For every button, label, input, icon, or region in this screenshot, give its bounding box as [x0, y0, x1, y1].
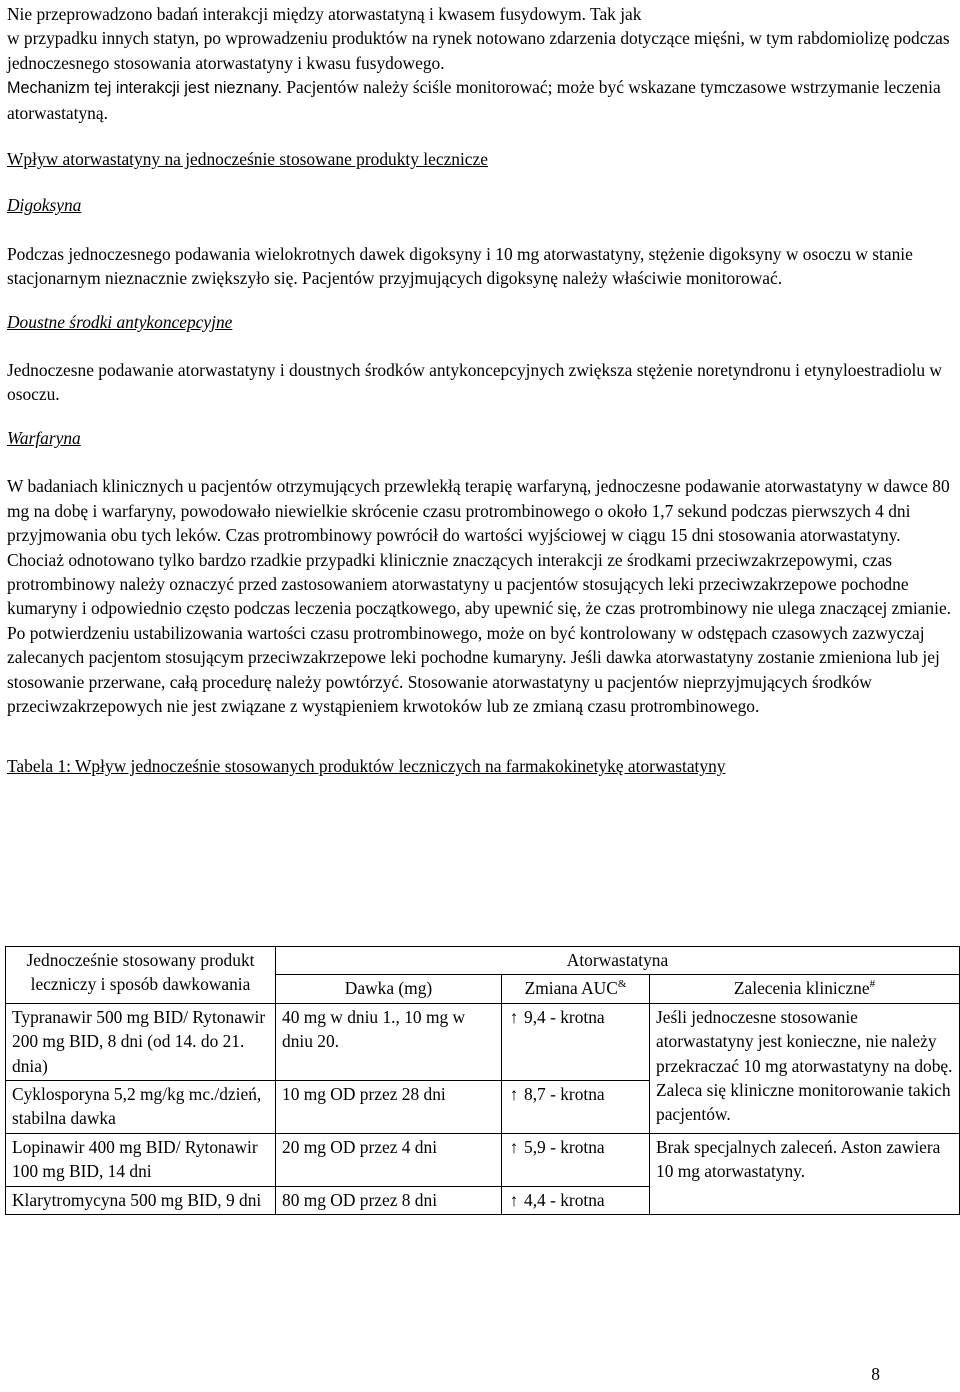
- table-header-row-1: [6, 947, 960, 975]
- document-body: [7, 2, 953, 779]
- auc-cell: ↑ 9,4 - krotna: [502, 1003, 650, 1080]
- auc-cell: ↑ 8,7 - krotna: [502, 1081, 650, 1134]
- dose-cell: 80 mg OD przez 8 dni: [276, 1186, 502, 1214]
- table-row: [6, 1133, 960, 1186]
- arrow-up-icon: ↑: [509, 1084, 519, 1105]
- warfarin-text: W badaniach klinicznych u pacjentów otrzymujących przewlekłą terapię warfaryną, jednoczesne podawanie atorwastatyny w dawce 80 mg na dobę i warfaryny, powodowało niewielkie skrócenie czasu protrombinowego o około 1,7 sekund podczas pierwszych 4 dni przyjmowania obu tych leków. Czas protrombinowy powrócił do wartości wyjściowej w ciągu 15 dni stosowania atorwastatyny. Chociaż odnotowano tylko bardzo rzadkie przypadki klinicznie znaczących interakcji ze środkami przeciwzakrzepowymi, czas protrombinowy należy oznaczyć przed zastosowaniem atorwastatyny u pacjentów stosujących leki przeciwzakrzepowe pochodne kumaryny i odpowiednio często podczas leczenia początkowego, aby upewnić się, że czas protrombinowy nie ulega znaczącej zmianie. Po potwierdzeniu ustabilizowania wartości czasu protrombinowego, może on być kontrolowany w odstępach czasowych zazwyczaj zalecanych pacjentom stosującym przeciwzakrzepowe leki pochodne kumaryny. Jeśli dawka atorwastatyny zostanie zmieniona lub jej stosowanie przerwane, całą procedurę należy powtórzyć. Stosowanie atorwastatyny u pacjentów nieprzyjmujących środków przeciwzakrzepowych nie jest związane z wystąpieniem krwotoków lub ze zmianą czasu protrombinowego.: [7, 476, 952, 716]
- auc-cell: ↑ 4,4 - krotna: [502, 1186, 650, 1214]
- warfarin-heading: Warfaryna: [7, 427, 81, 448]
- header-atorvastatin-cell: Atorwastatyna: [276, 947, 960, 975]
- section-heading: Wpływ atorwastatyny na jednocześnie stosowane produkty lecznicze: [7, 149, 488, 170]
- intro-line-1: Nie przeprowadzono badań interakcji między atorwastatyną i kwasem fusydowym. Tak jak: [7, 4, 642, 24]
- recommendation-cell: Jeśli jednoczesne stosowanie atorwastatyny jest konieczne, nie należy przekraczać 10 mg atorwastatyny na dobę. Zaleca się kliniczne monitorowanie takich pacjentów.: [650, 1003, 960, 1133]
- drug-cell: Typranawir 500 mg BID/ Rytonawir 200 mg BID, 8 dni (od 14. do 21. dnia): [6, 1003, 276, 1080]
- auc-cell: ↑ 5,9 - krotna: [502, 1133, 650, 1186]
- arrow-up-icon: ↑: [509, 1006, 519, 1027]
- interaction-table: [5, 946, 960, 1215]
- arrow-up-icon: ↑: [509, 1189, 519, 1210]
- drug-cell: Lopinawir 400 mg BID/ Rytonawir 100 mg BID, 14 dni: [6, 1133, 276, 1186]
- recommendation-cell: Brak specjalnych zaleceń. Aston zawiera 10 mg atorwastatyny.: [650, 1133, 960, 1214]
- dose-cell: 20 mg OD przez 4 dni: [276, 1133, 502, 1186]
- interaction-table-wrapper: [5, 946, 959, 1215]
- header-drug-cell: Jednocześnie stosowany produkt leczniczy i sposób dawkowania: [6, 947, 276, 1004]
- contraceptives-heading: Doustne środki antykoncepcyjne: [7, 311, 233, 332]
- dose-cell: 10 mg OD przez 28 dni: [276, 1081, 502, 1134]
- dose-cell: 40 mg w dniu 1., 10 mg w dniu 20.: [276, 1003, 502, 1080]
- header-auc-cell: Zmiana AUC&: [502, 975, 650, 1003]
- drug-cell: Klarytromycyna 500 mg BID, 9 dni: [6, 1186, 276, 1214]
- contraceptives-text: Jednoczesne podawanie atorwastatyny i doustnych środków antykoncepcyjnych zwiększa stężenie noretyndronu i etynyloestradiolu w osoczu.: [7, 360, 942, 405]
- intro-text-2: Pacjentów należy ściśle monitorować; może być wskazane tymczasowe wstrzymanie leczenia atorwastatyną.: [7, 77, 941, 123]
- header-recommendations-cell: Zalecenia kliniczne#: [650, 975, 960, 1003]
- digoxin-heading: Digoksyna: [7, 195, 82, 216]
- drug-cell: Cyklosporyna 5,2 mg/kg mc./dzień, stabilna dawka: [6, 1081, 276, 1134]
- intro-mechanism-text: Mechanizm tej interakcji jest nieznany.: [7, 79, 283, 98]
- arrow-up-icon: ↑: [509, 1136, 519, 1157]
- intro-paragraph: [7, 2, 953, 125]
- header-dose-cell: Dawka (mg): [276, 975, 502, 1003]
- table-caption: Tabela 1: Wpływ jednocześnie stosowanych produktów leczniczych na farmakokinetykę atorwastatyny: [7, 756, 726, 777]
- digoxin-text: Podczas jednoczesnego podawania wielokrotnych dawek digoksyny i 10 mg atorwastatyny, stężenie digoksyny w osoczu w stanie stacjonarnym nieznacznie zwiększyło się. Pacjentów przyjmujących digoksynę należy właściwie monitorować.: [7, 243, 913, 289]
- page-number: 8: [871, 1363, 880, 1384]
- intro-text-1: w przypadku innych statyn, po wprowadzeniu produktów na rynek notowano zdarzenia dotyczące mięśni, w tym rabdomiolizę podczas jednoczesnego stosowania atorwastatyny i kwasu fusydowego.: [7, 28, 950, 73]
- table-row: [6, 1003, 960, 1080]
